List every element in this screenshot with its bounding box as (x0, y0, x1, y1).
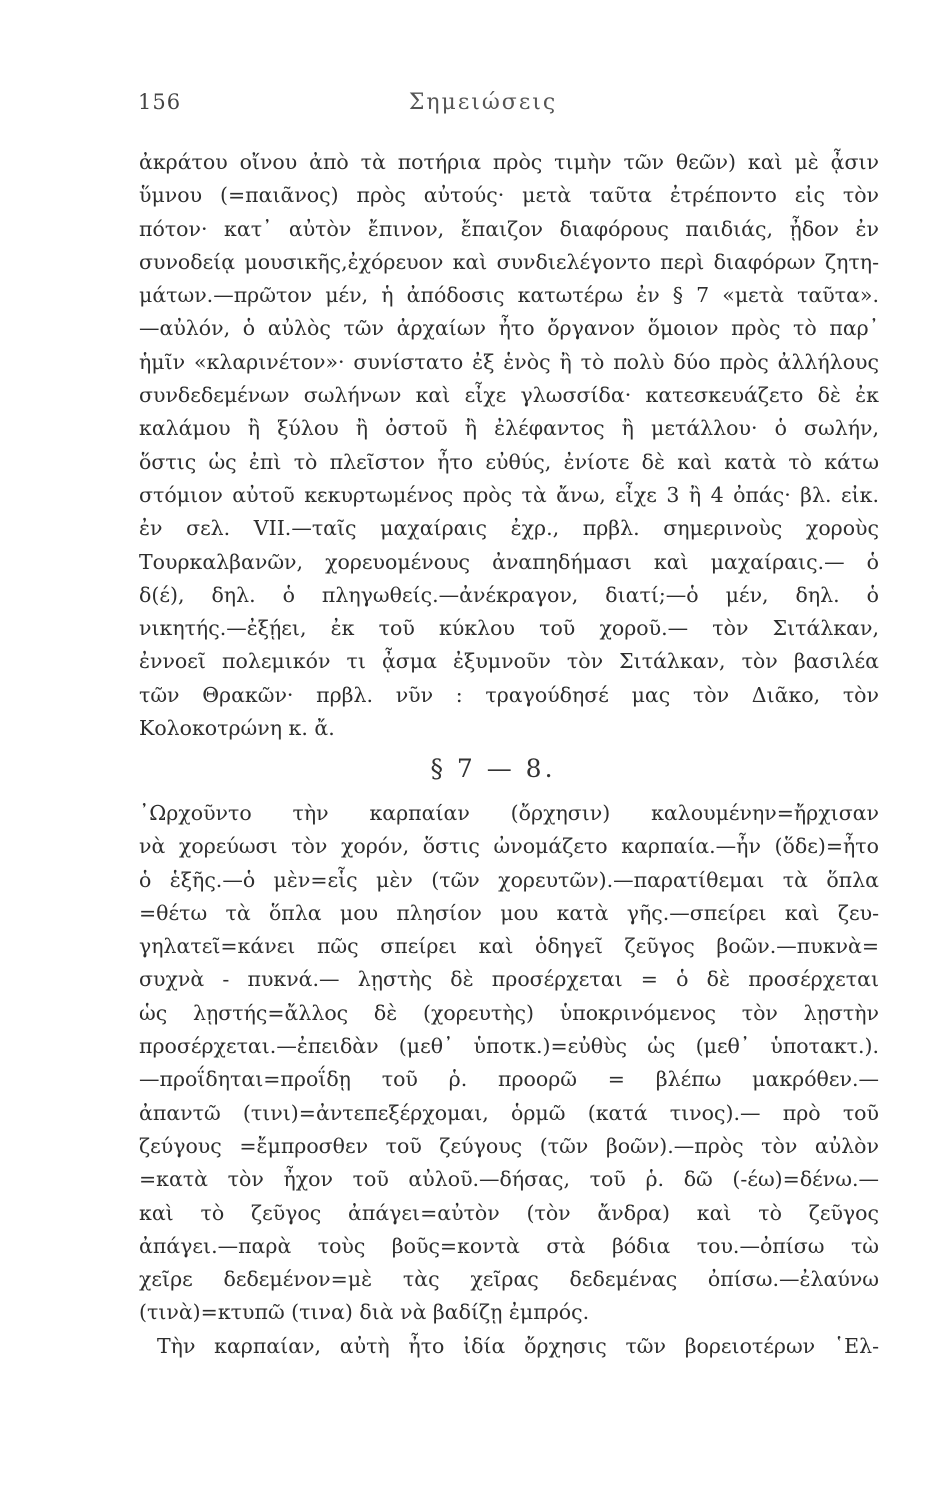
text-line: ἡμῖν «κλαρινέτον»· συνίστατο ἐξ ἑνὸς ἢ τὸ πολὺ δύο πρὸς ἀλλήλους (139, 349, 879, 374)
text-line: ἀπάγει.—παρὰ τοὺς βοῦς=κοντὰ στὰ βόδια του.—ὀπίσω τὼ (139, 1233, 879, 1258)
text-line: δ(έ), δηλ. ὁ πληγωθείς.—ἀνέκραγον, διατί;—ὁ μέν, δηλ. ὁ (139, 582, 879, 607)
text-line: προσέρχεται.—ἐπειδὰν (μεθ᾿ ὑποτκ.)=εὐθὺς ὡς (μεθ᾿ ὑποτακτ.). (139, 1034, 879, 1059)
running-title: Σημειώσεις (408, 90, 558, 115)
text-line: νὰ χορεύωσι τὸν χορόν, ὅστις ὠνομάζετο καρπαία.—ἦν (ὅδε)=ἦτο (139, 834, 879, 859)
section-heading: § 7 — 8. (430, 754, 556, 783)
text-line: ὕμνου (=παιᾶνος) πρὸς αὐτούς· μετὰ ταῦτα ἐτρέποντο εἰς τὸν (139, 183, 879, 208)
text-line: νικητής.—ἐξῄει, ἐκ τοῦ κύκλου τοῦ χοροῦ.— τὸν Σιτάλκαν, (139, 616, 879, 641)
text-line: =κατὰ τὸν ἦχον τοῦ αὐλοῦ.—δήσας, τοῦ ῥ. δῶ (-έω)=δένω.— (139, 1167, 879, 1192)
text-line: ζεύγους =ἔμπροσθεν τοῦ ζεύγους (τῶν βοῶν).—πρὸς τὸν αὐλὸν (139, 1133, 879, 1158)
text-line: συνοδείᾳ μουσικῆς,ἐχόρευον καὶ συνδιελέγοντο περὶ διαφόρων ζητη- (139, 249, 879, 274)
text-line: (τινὰ)=κτυπῶ (τινα) διὰ νὰ βαδίζῃ ἐμπρός. (139, 1300, 590, 1325)
text-line: ὡς λῃστής=ἄλλος δὲ (χορευτὴς) ὑποκρινόμενος τὸν λῃστὴν (139, 1000, 879, 1025)
text-line: ὁ ἑξῆς.—ὁ μὲν=εἷς μὲν (τῶν χορευτῶν).—παρατίθεμαι τὰ ὅπλα (139, 867, 879, 892)
text-line: =θέτω τὰ ὅπλα μου πλησίον μου κατὰ γῆς.—σπείρει καὶ ζευ- (139, 900, 879, 925)
text-line: συνδεδεμένων σωλήνων καὶ εἶχε γλωσσίδα· κατεσκευάζετο δὲ ἐκ (139, 383, 879, 408)
text-line: ᾿Ωρχοῦντο τὴν καρπαίαν (ὄρχησιν) καλουμένην=ἤρχισαν (139, 801, 879, 825)
text-line: γηλατεῖ=κάνει πῶς σπείρει καὶ ὁδηγεῖ ζεῦγος βοῶν.—πυκνὰ= (139, 934, 879, 959)
text-line: ἀκράτου οἴνου ἀπὸ τὰ ποτήρια πρὸς τιμὴν τῶν θεῶν) καὶ μὲ ᾆσιν (139, 150, 879, 174)
notes-text-block-2 (139, 797, 879, 1363)
text-line: τῶν Θρακῶν· πρβλ. νῦν : τραγούδησέ μας τὸν Διᾶκο, τὸν (139, 682, 879, 707)
text-line: —προΐδηται=προΐδῃ τοῦ ῥ. προορῶ = βλέπω μακρόθεν.— (139, 1067, 879, 1092)
text-line: καλάμου ἢ ξύλου ἢ ὀστοῦ ἢ ἐλέφαντος ἢ μετάλλου· ὁ σωλήν, (139, 416, 879, 441)
text-line: ἀπαντῶ (τινι)=ἀντεπεξέρχομαι, ὁρμῶ (κατά τινος).— πρὸ τοῦ (139, 1100, 879, 1125)
text-line: Τουρκαλβανῶν, χορευομένους ἀναπηδήμασι καὶ μαχαίραις.— ὁ (139, 549, 879, 574)
text-line: στόμιον αὐτοῦ κεκυρτωμένος πρὸς τὰ ἄνω, εἶχε 3 ἢ 4 ὀπάς· βλ. εἰκ. (139, 482, 879, 507)
notes-text-block-1 (139, 146, 879, 745)
text-line: πότον· κατ᾿ αὐτὸν ἔπινον, ἔπαιζον διαφόρους παιδιάς, ᾖδον ἐν (139, 216, 879, 241)
text-line: ὅστις ὡς ἐπὶ τὸ πλεῖστον ἦτο εὐθύς, ἐνίοτε δὲ καὶ κατὰ τὸ κάτω (139, 449, 879, 474)
text-line: μάτων.—πρῶτον μέν, ἡ ἀπόδοσις κατωτέρω ἐν § 7 «μετὰ ταῦτα». (139, 283, 879, 308)
page-number: 156 (138, 90, 182, 114)
text-line: —αὐλόν, ὁ αὐλὸς τῶν ἀρχαίων ἦτο ὄργανον ὅμοιον πρὸς τὸ παρ᾿ (139, 316, 879, 341)
text-line: ἐννοεῖ πολεμικόν τι ᾆσμα ἐξυμνοῦν τὸν Σιτάλκαν, τὸν βασιλέα (139, 649, 879, 674)
text-line: ἐν σελ. VII.—ταῖς μαχαίραις ἐχρ., πρβλ. σημερινοὺς χοροὺς (139, 516, 879, 541)
text-line: συχνὰ - πυκνά.— λῃστὴς δὲ προσέρχεται = ὁ δὲ προσέρχεται (139, 967, 879, 992)
text-line: Κολοκοτρώνη κ. ἄ. (139, 716, 335, 741)
text-line: Τὴν καρπαίαν, αὐτὴ ἦτο ἰδία ὄρχησις τῶν βορειοτέρων ῾Ελ- (157, 1333, 879, 1358)
text-line: καὶ τὸ ζεῦγος ἀπάγει=αὐτὸν (τὸν ἄνδρα) καὶ τὸ ζεῦγος (139, 1200, 879, 1225)
text-line: χεῖρε δεδεμένον=μὲ τὰς χεῖρας δεδεμένας ὀπίσω.—ἐλαύνω (139, 1267, 879, 1292)
